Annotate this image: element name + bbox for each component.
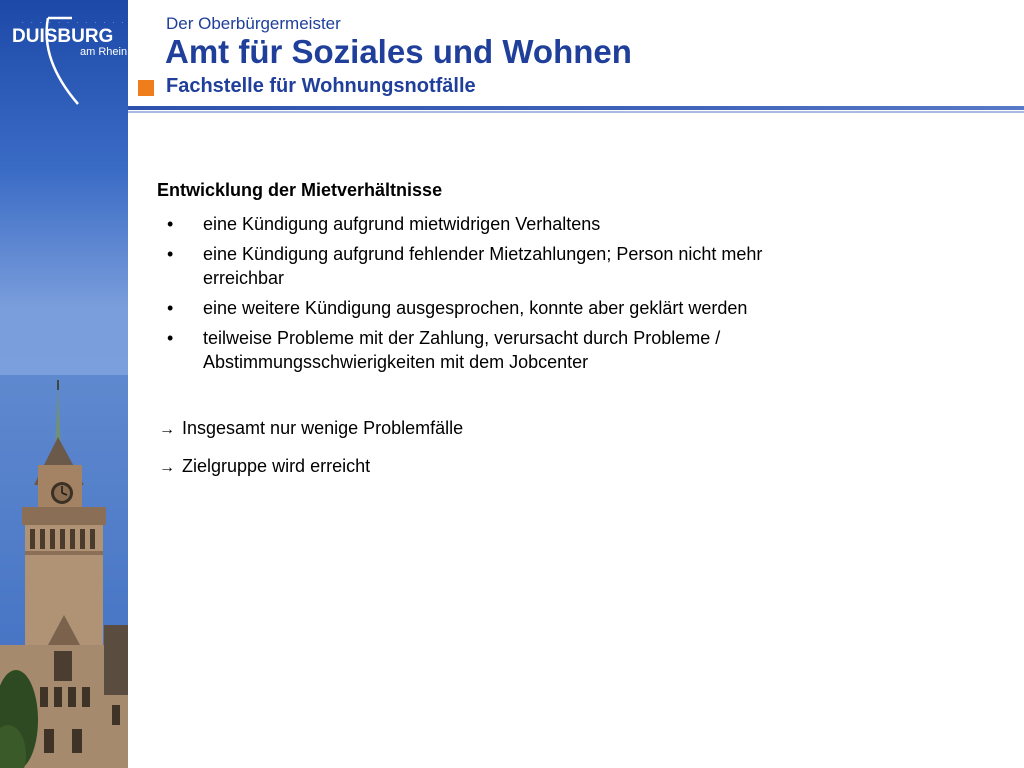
department-title: Fachstelle für Wohnungsnotfälle — [166, 75, 476, 97]
duisburg-logo — [0, 0, 145, 110]
list-item — [157, 296, 857, 320]
town-hall-tower-image — [0, 375, 128, 768]
arrow-right-icon: → — [159, 459, 175, 476]
svg-text:· · · · · · · · · · · · · ·: · · · · · · · · · · · · · · — [22, 20, 145, 26]
bullet-list — [157, 212, 857, 374]
conclusion-text: Insgesamt nur wenige Problemfälle — [182, 418, 464, 438]
bullet-icon: • — [167, 298, 174, 318]
logo-suffix-text: am Rhein — [80, 46, 128, 58]
slide-content — [157, 178, 857, 492]
list-item-text: teilweise Probleme mit der Zahlung, verursacht durch Probleme / — [203, 328, 721, 348]
bullet-icon: • — [167, 328, 174, 348]
list-item-text: eine Kündigung aufgrund mietwidrigen Verhaltens — [203, 214, 601, 234]
conclusion-item — [157, 454, 857, 480]
arrow-right-icon: → — [159, 421, 175, 438]
section-title: Entwicklung der Mietverhältnisse — [157, 180, 443, 200]
bullet-icon: • — [167, 244, 174, 264]
department-marker — [138, 80, 154, 96]
list-item — [157, 326, 857, 374]
bullet-icon: • — [167, 214, 174, 234]
list-item-text-continued: erreichbar — [203, 268, 285, 288]
list-item — [157, 242, 857, 290]
sidebar-band — [0, 0, 145, 768]
list-item — [157, 212, 857, 236]
list-item-text-continued: Abstimmungsschwierigkeiten mit dem Jobcenter — [203, 352, 589, 372]
conclusions — [157, 416, 857, 480]
list-item-text: eine weitere Kündigung ausgesprochen, konnte aber geklärt werden — [203, 298, 748, 318]
header-divider — [128, 106, 1024, 110]
header-divider-thin — [128, 111, 1024, 113]
conclusion-text: Zielgruppe wird erreicht — [182, 456, 371, 476]
logo-city-text: DUISBURG — [12, 26, 114, 47]
page-title: Amt für Soziales und Wohnen — [165, 33, 632, 70]
conclusion-item — [157, 416, 857, 442]
list-item-text: eine Kündigung aufgrund fehlender Mietzahlungen; Person nicht mehr — [203, 244, 763, 264]
header-subtitle: Der Oberbürgermeister — [166, 14, 341, 33]
